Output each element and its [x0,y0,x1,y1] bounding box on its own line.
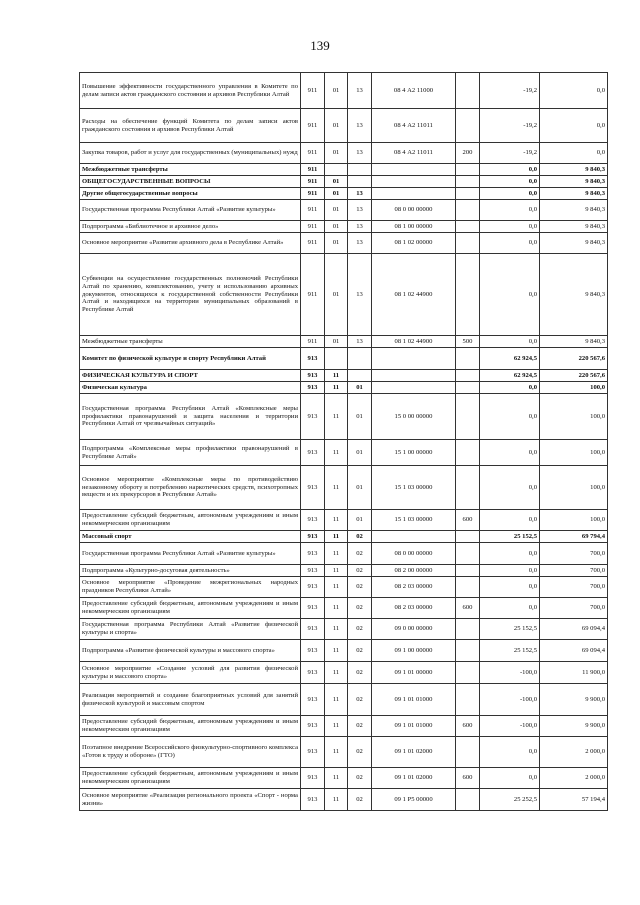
target-article-code: 08 4 А2 11011 [372,143,456,164]
section-code: 11 [325,531,348,543]
admin-code: 913 [301,510,325,531]
section-code: 11 [325,619,348,640]
amount-second: 2 000,0 [540,768,608,789]
section-code: 11 [325,768,348,789]
target-article-code: 08 1 00 00000 [372,221,456,233]
amount-second: 9 840,3 [540,164,608,176]
admin-code: 911 [301,164,325,176]
amount-first: -100,0 [480,662,540,684]
row-name: Предоставление субсидий бюджетным, автономным учреждениям и иным некоммерческим организациям [80,716,301,737]
row-name: Предоставление субсидий бюджетным, автономным учреждениям и иным некоммерческим организациям [80,768,301,789]
target-article-code: 09 0 00 00000 [372,619,456,640]
target-article-code: 09 1 01 02000 [372,737,456,768]
amount-second: 9 900,0 [540,716,608,737]
admin-code: 913 [301,543,325,565]
target-article-code: 08 2 03 00000 [372,598,456,619]
subsection-code: 01 [348,382,372,394]
row-name: Реализация мероприятий и создание благоприятных условий для занятий физической культурой и массовым спортом [80,684,301,716]
row-name: Предоставление субсидий бюджетным, автономным учреждениям и иным некоммерческим организациям [80,510,301,531]
admin-code: 913 [301,619,325,640]
section-code: 01 [325,254,348,336]
amount-second: 0,0 [540,109,608,143]
admin-code: 913 [301,466,325,510]
table-row [80,598,608,619]
row-name: Государственная программа Республики Алтай «Развитие культуры» [80,543,301,565]
admin-code: 913 [301,598,325,619]
subsection-code: 13 [348,188,372,200]
row-name: Субвенции на осуществление государственных полномочий Республики Алтай по хранению, комплектованию, учету и использованию архивных документов, относящихся к государственной собственности Республики Алтай и находящихся на территории муниципальных образований в Республике Алтай [80,254,301,336]
admin-code: 911 [301,200,325,221]
amount-first: 0,0 [480,164,540,176]
amount-second: 9 840,3 [540,200,608,221]
expense-type-code: 600 [456,598,480,619]
table-row [80,176,608,188]
target-article-code: 09 1 P5 00000 [372,789,456,811]
row-name: Основное мероприятие «Реализация регионального проекта «Спорт - норма жизни» [80,789,301,811]
target-article-code: 15 1 03 00000 [372,466,456,510]
expense-type-code [456,233,480,254]
subsection-code: 02 [348,598,372,619]
table-row [80,440,608,466]
row-name: Повышение эффективности государственного управления в Комитете по делам записи актов гражданского состояния и архивов Республики Алтай [80,73,301,109]
subsection-code: 01 [348,440,372,466]
row-name: ОБЩЕГОСУДАРСТВЕННЫЕ ВОПРОСЫ [80,176,301,188]
expense-type-code [456,543,480,565]
subsection-code: 13 [348,221,372,233]
row-name: Физическая культура [80,382,301,394]
section-code: 11 [325,684,348,716]
section-code: 11 [325,543,348,565]
amount-second: 0,0 [540,73,608,109]
amount-second: 2 000,0 [540,737,608,768]
row-name: Предоставление субсидий бюджетным, автономным учреждениям и иным некоммерческим организациям [80,598,301,619]
section-code: 01 [325,233,348,254]
target-article-code: 09 1 01 00000 [372,662,456,684]
section-code: 11 [325,716,348,737]
amount-second: 220 567,6 [540,370,608,382]
subsection-code: 02 [348,737,372,768]
subsection-code [348,370,372,382]
amount-second: 9 840,3 [540,233,608,254]
row-name: Межбюджетные трансферты [80,164,301,176]
amount-first: 25 152,5 [480,640,540,662]
table-row [80,109,608,143]
amount-first: 0,0 [480,188,540,200]
table-row [80,716,608,737]
expense-type-code [456,164,480,176]
admin-code: 913 [301,577,325,598]
subsection-code: 02 [348,543,372,565]
admin-code: 911 [301,109,325,143]
table-row [80,543,608,565]
amount-first: 0,0 [480,598,540,619]
row-name: Подпрограмма «Библиотечное и архивное дело» [80,221,301,233]
section-code: 11 [325,466,348,510]
table-row [80,73,608,109]
subsection-code: 02 [348,768,372,789]
amount-second: 69 094,4 [540,640,608,662]
amount-second: 9 840,3 [540,221,608,233]
amount-second: 9 840,3 [540,176,608,188]
admin-code: 911 [301,233,325,254]
subsection-code: 02 [348,789,372,811]
table-row [80,466,608,510]
table-row [80,370,608,382]
row-name: Подпрограмма «Развитие физической культуры и массового спорта» [80,640,301,662]
amount-second: 0,0 [540,143,608,164]
amount-first: 0,0 [480,466,540,510]
table-row [80,254,608,336]
admin-code: 911 [301,176,325,188]
amount-first: 0,0 [480,565,540,577]
table-row [80,737,608,768]
row-name: Подпрограмма «Комплексные меры профилактики правонарушений в Республике Алтай» [80,440,301,466]
amount-second: 9 840,3 [540,188,608,200]
expense-type-code [456,440,480,466]
section-code: 11 [325,510,348,531]
amount-first: 0,0 [480,233,540,254]
table-row [80,768,608,789]
target-article-code: 08 2 03 00000 [372,577,456,598]
amount-first: 0,0 [480,440,540,466]
table-row [80,640,608,662]
expense-type-code [456,737,480,768]
table-row [80,684,608,716]
target-article-code: 08 0 00 00000 [372,200,456,221]
amount-second: 700,0 [540,543,608,565]
amount-second: 220 567,6 [540,348,608,370]
section-code: 11 [325,737,348,768]
admin-code: 913 [301,640,325,662]
table-row [80,531,608,543]
expense-type-code [456,789,480,811]
section-code: 01 [325,188,348,200]
amount-first: 62 924,5 [480,370,540,382]
section-code: 11 [325,662,348,684]
row-name: Государственная программа Республики Алтай «Развитие культуры» [80,200,301,221]
subsection-code: 02 [348,640,372,662]
section-code: 11 [325,440,348,466]
section-code: 11 [325,565,348,577]
amount-second: 700,0 [540,577,608,598]
table-row [80,394,608,440]
amount-second: 57 194,4 [540,789,608,811]
amount-first: 0,0 [480,221,540,233]
amount-second: 100,0 [540,510,608,531]
amount-second: 100,0 [540,394,608,440]
section-code: 01 [325,176,348,188]
subsection-code: 13 [348,143,372,164]
target-article-code: 08 0 00 00000 [372,543,456,565]
row-name: Основное мероприятие «Создание условий для развития физической культуры и массового спорта» [80,662,301,684]
target-article-code [372,370,456,382]
target-article-code: 15 1 00 00000 [372,440,456,466]
amount-second: 700,0 [540,598,608,619]
subsection-code: 02 [348,662,372,684]
admin-code: 913 [301,348,325,370]
amount-first: 0,0 [480,577,540,598]
admin-code: 913 [301,565,325,577]
expense-type-code: 500 [456,336,480,348]
expense-type-code: 600 [456,510,480,531]
expense-type-code: 200 [456,143,480,164]
table-row [80,143,608,164]
admin-code: 913 [301,789,325,811]
admin-code: 913 [301,370,325,382]
section-code: 01 [325,221,348,233]
amount-second: 700,0 [540,565,608,577]
section-code: 11 [325,382,348,394]
admin-code: 911 [301,143,325,164]
target-article-code [372,382,456,394]
table-row [80,382,608,394]
amount-second: 100,0 [540,466,608,510]
amount-first: 25 152,5 [480,531,540,543]
expense-type-code [456,176,480,188]
subsection-code: 02 [348,716,372,737]
amount-first: 0,0 [480,254,540,336]
amount-second: 100,0 [540,440,608,466]
amount-first: 0,0 [480,737,540,768]
expense-type-code: 600 [456,768,480,789]
row-name: Расходы на обеспечение функций Комитета по делам записи актов гражданского состояния и архивов Республики Алтай [80,109,301,143]
expense-type-code [456,577,480,598]
admin-code: 911 [301,188,325,200]
target-article-code [372,531,456,543]
target-article-code: 15 0 00 00000 [372,394,456,440]
amount-first: 62 924,5 [480,348,540,370]
row-name: Основное мероприятие «Развитие архивного дела в Республике Алтай» [80,233,301,254]
section-code: 11 [325,789,348,811]
admin-code: 911 [301,73,325,109]
amount-second: 69 794,4 [540,531,608,543]
expense-type-code [456,531,480,543]
target-article-code [372,176,456,188]
amount-first: 0,0 [480,510,540,531]
subsection-code: 01 [348,510,372,531]
expense-type-code [456,394,480,440]
table-row [80,233,608,254]
expense-type-code [456,348,480,370]
expense-type-code [456,73,480,109]
amount-first: -19,2 [480,143,540,164]
expense-type-code [456,662,480,684]
target-article-code: 15 1 03 00000 [372,510,456,531]
amount-first: -19,2 [480,109,540,143]
target-article-code: 09 1 01 01000 [372,716,456,737]
subsection-code [348,176,372,188]
admin-code: 913 [301,737,325,768]
table-row [80,188,608,200]
table-row [80,577,608,598]
expense-type-code [456,370,480,382]
admin-code: 913 [301,440,325,466]
expense-type-code [456,382,480,394]
admin-code: 911 [301,254,325,336]
table-row [80,164,608,176]
section-code: 01 [325,200,348,221]
subsection-code: 13 [348,254,372,336]
row-name: Межбюджетные трансферты [80,336,301,348]
target-article-code: 08 1 02 44900 [372,336,456,348]
subsection-code: 01 [348,466,372,510]
subsection-code [348,164,372,176]
expense-type-code [456,640,480,662]
row-name: Поэтапное внедрение Всероссийского физкультурно-спортивного комплекса «Готов к труду и обороне» (ГТО) [80,737,301,768]
amount-second: 9 900,0 [540,684,608,716]
admin-code: 913 [301,716,325,737]
table-row [80,336,608,348]
row-name: Другие общегосударственные вопросы [80,188,301,200]
admin-code: 913 [301,382,325,394]
row-name: Основное мероприятие «Комплексные меры по противодействию незаконному обороту и потреблению наркотических средств, психотропных веществ и их прекурсоров в Республике Алтай» [80,466,301,510]
table-row [80,221,608,233]
expense-type-code: 600 [456,716,480,737]
amount-first: 25 252,5 [480,789,540,811]
target-article-code: 08 4 А2 11011 [372,109,456,143]
subsection-code: 13 [348,73,372,109]
section-code: 11 [325,577,348,598]
admin-code: 911 [301,221,325,233]
target-article-code [372,348,456,370]
target-article-code: 09 1 01 02000 [372,768,456,789]
amount-second: 9 840,3 [540,336,608,348]
expense-type-code [456,619,480,640]
amount-first: 25 152,5 [480,619,540,640]
table-row [80,348,608,370]
target-article-code: 09 1 00 00000 [372,640,456,662]
expense-type-code [456,254,480,336]
subsection-code: 01 [348,394,372,440]
section-code: 11 [325,370,348,382]
amount-first: -19,2 [480,73,540,109]
amount-second: 9 840,3 [540,254,608,336]
section-code: 11 [325,394,348,440]
expense-type-code [456,565,480,577]
amount-first: 0,0 [480,543,540,565]
section-code: 01 [325,336,348,348]
target-article-code: 08 2 00 00000 [372,565,456,577]
target-article-code: 08 1 02 00000 [372,233,456,254]
subsection-code: 13 [348,233,372,254]
subsection-code: 13 [348,200,372,221]
subsection-code: 13 [348,336,372,348]
row-name: Массовый спорт [80,531,301,543]
row-name: Государственная программа Республики Алтай «Комплексные меры профилактики правонарушений и защита населения и территории Республики Алтай от чрезвычайных ситуаций» [80,394,301,440]
section-code: 11 [325,598,348,619]
amount-first: -100,0 [480,684,540,716]
subsection-code [348,348,372,370]
amount-first: 0,0 [480,382,540,394]
amount-first: -100,0 [480,716,540,737]
target-article-code: 08 4 А2 11000 [372,73,456,109]
budget-table [79,72,608,811]
admin-code: 913 [301,684,325,716]
row-name: Основное мероприятие «Проведение межрегиональных народных праздников Республики Алтай» [80,577,301,598]
row-name: Государственная программа Республики Алтай «Развитие физической культуры и спорта» [80,619,301,640]
expense-type-code [456,109,480,143]
amount-second: 11 900,0 [540,662,608,684]
table-row [80,789,608,811]
target-article-code: 09 1 01 01000 [372,684,456,716]
amount-second: 69 094,4 [540,619,608,640]
target-article-code [372,188,456,200]
table-row [80,565,608,577]
expense-type-code [456,188,480,200]
expense-type-code [456,684,480,716]
table-row [80,662,608,684]
table-row [80,619,608,640]
subsection-code: 02 [348,577,372,598]
admin-code: 913 [301,394,325,440]
amount-first: 0,0 [480,336,540,348]
admin-code: 911 [301,336,325,348]
subsection-code: 02 [348,619,372,640]
amount-first: 0,0 [480,768,540,789]
amount-first: 0,0 [480,176,540,188]
table-row [80,200,608,221]
row-name: Подпрограмма «Культурно-досуговая деятельность» [80,565,301,577]
amount-second: 100,0 [540,382,608,394]
table-row [80,510,608,531]
target-article-code: 08 1 02 44900 [372,254,456,336]
section-code [325,348,348,370]
admin-code: 913 [301,662,325,684]
admin-code: 913 [301,531,325,543]
amount-first: 0,0 [480,394,540,440]
section-code: 01 [325,109,348,143]
subsection-code: 02 [348,684,372,716]
row-name: Комитет по физической культуре и спорту Республики Алтай [80,348,301,370]
row-name: Закупка товаров, работ и услуг для государственных (муниципальных) нужд [80,143,301,164]
expense-type-code [456,200,480,221]
target-article-code [372,164,456,176]
subsection-code: 13 [348,109,372,143]
section-code: 11 [325,640,348,662]
expense-type-code [456,466,480,510]
page-number: 139 [310,38,330,53]
section-code [325,164,348,176]
subsection-code: 02 [348,531,372,543]
section-code: 01 [325,73,348,109]
section-code: 01 [325,143,348,164]
expense-type-code [456,221,480,233]
subsection-code: 02 [348,565,372,577]
admin-code: 913 [301,768,325,789]
row-name: ФИЗИЧЕСКАЯ КУЛЬТУРА И СПОРТ [80,370,301,382]
amount-first: 0,0 [480,200,540,221]
